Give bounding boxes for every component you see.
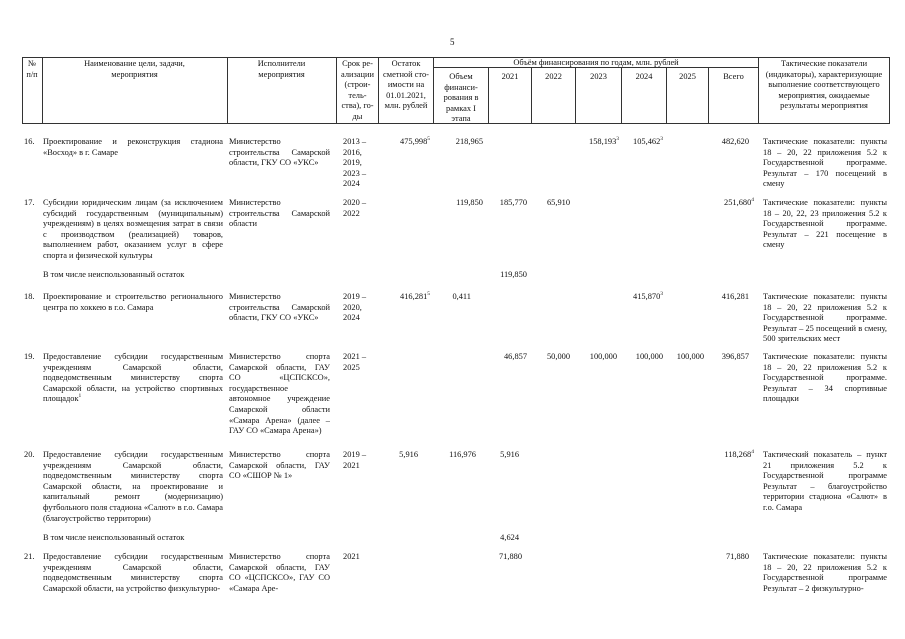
row-total: 118,268$^4$ — [724, 449, 754, 459]
row-term: 2021 — [343, 552, 360, 561]
header-executors: Исполнители мероприятия — [257, 59, 306, 79]
page-number: 5 — [450, 37, 455, 47]
row-executors: Министерство спорта Самарской области, ГАУ СО «ЦСПСКСО», ГАУ СО «Самара Аре- — [229, 552, 330, 593]
row-y2021: 46,857 — [503, 352, 527, 361]
header-year-2022: 2022 — [545, 72, 562, 81]
row-executors: Министерство строительства Самарской области, ГКУ СО «УКС» — [229, 137, 330, 168]
row-y2025: 100,000 — [676, 352, 704, 361]
row-y2021: 71,880 — [498, 552, 522, 561]
row-total: 416,281 — [721, 292, 749, 301]
row-executors: Министерство спорта Самарской области, ГАУ СО «СШОР № 1» — [229, 450, 330, 481]
header-financing-group: Объём финансирования по годам, млн. рублей — [513, 58, 679, 67]
row-y2024: 100,000 — [635, 352, 663, 361]
subrow-y2021: 4,624 — [500, 533, 519, 542]
row-term: 2019 – 2021 — [343, 450, 367, 470]
row-y2024: 105,462$^3$ — [633, 136, 663, 146]
row-executors: Министерство строительства Самарской области — [229, 198, 330, 229]
header-year-2025: 2025 — [679, 72, 696, 81]
row-y2022: 50,000 — [546, 352, 570, 361]
row-total: 482,620 — [721, 137, 749, 146]
row-indicators: Тактические показатели: пункты 18 – 20, 22 приложения 5.2 к Государственной программе. Результат – 34 спортивные площадки — [763, 352, 887, 404]
row-y2023: 100,000 — [589, 352, 617, 361]
row-term: 2019 – 2020, 2024 — [343, 292, 367, 323]
row-term: 2020 – 2022 — [343, 198, 367, 218]
row-stage-financing: 0,411 — [452, 292, 471, 301]
row-total: 396,857 — [721, 352, 749, 361]
row-total: 71,880 — [725, 552, 749, 561]
header-total: Всего — [723, 72, 744, 81]
row-indicators: Тактические показатели: пункты 18 – 20, 22 приложения 5.2 к Государственной программе Результат – 2 физкультурно- — [763, 552, 887, 593]
subrow-label: В том числе неиспользованный остаток — [43, 270, 185, 279]
row-remaining-cost: 416,281$^5$ — [400, 291, 430, 301]
header-num: № п/п — [26, 59, 38, 79]
subrow-y2021: 119,850 — [500, 270, 527, 279]
row-name: Предоставление субсидии государственным учреждениям Самарской области, подведомственным министерству спорта Самарской области, на проектирование и капитальный ремонт (модернизацию) футбольного поля стадиона «Салют» в г.о. Самара (благоустройство территории) — [43, 450, 223, 523]
row-y2022: 65,910 — [546, 198, 570, 207]
row-name: Предоставление субсидии государственным учреждениям Самарской области, подведомственным министерству спорта Самарской области, на устройство спортивных площадок$^1$ — [43, 352, 223, 404]
row-indicators: Тактические показатели: пункты 18 – 20, 22 приложения 5.2 к Государственной программе. Результат – 25 посещений в смену, 500 зрительских мест — [763, 292, 887, 344]
row-indicators: Тактические показатели: пункты 18 – 20, 22 приложения 5.2 к Государственной программе. Результат – 170 посещений в смену — [763, 137, 887, 189]
col-border — [758, 57, 759, 123]
row-y2024: 415,870$^3$ — [633, 291, 663, 301]
row-y2023: 158,193$^3$ — [589, 136, 619, 146]
row-stage-financing: 119,850 — [456, 198, 483, 207]
row-stage-financing: 218,965 — [455, 137, 483, 146]
row-y2021: 185,770 — [499, 198, 527, 207]
header-name: Наименование цели, задачи, мероприятия — [84, 59, 185, 79]
col-border — [889, 57, 890, 123]
row-indicators: Тактический показатель – пункт 21 приложения 5.2 к Государственной программе Результат – благоустройство территории стадиона «Салют» в г.о. Самара — [763, 450, 887, 512]
row-number: 20. — [24, 450, 35, 459]
row-total: 251,680$^4$ — [724, 197, 754, 207]
header-year-2023: 2023 — [590, 72, 607, 81]
header-stage-financing: Объем финанси- рования в рамках I этапа — [443, 72, 479, 124]
row-y2021: 5,916 — [500, 450, 519, 459]
header-year-2021: 2021 — [501, 72, 519, 81]
header-term: Срок ре- ализации (строи- тель- ства), го- ды — [341, 59, 374, 121]
row-name: Проектирование и реконструкция стадиона «Восход» в г. Самаре — [43, 137, 223, 157]
row-number: 18. — [24, 292, 35, 301]
row-number: 17. — [24, 198, 35, 207]
subrow-label: В том числе неиспользованный остаток — [43, 533, 185, 542]
row-number: 19. — [24, 352, 35, 361]
row-stage-financing: 116,976 — [449, 450, 476, 459]
row-executors: Министерство спорта Самарской области, ГАУ СО «ЦСПСКСО», государственное автономное учреждение Самарской области «Самара Арена» (далее – ГАУ СО «Самара Арена») — [229, 352, 330, 436]
header-indicators: Тактические показатели (индикаторы), характеризующие выполнение соответствующего мероприятия, ожидаемые результаты мероприятия — [765, 59, 883, 111]
row-remaining-cost: 5,916 — [399, 450, 418, 459]
row-number: 16. — [24, 137, 35, 146]
row-number: 21. — [24, 552, 35, 561]
row-indicators: Тактические показатели: пункты 18 – 20, 22, 23 приложения 5.2 к Государственной программе. Результат – 221 посещение в смену — [763, 198, 887, 250]
header-remaining-cost: Остаток сметной сто- имости на 01.01.2021, млн. рублей — [383, 59, 429, 111]
row-name: Субсидии юридическим лицам (за исключением субсидий государственным (муниципальным) учреждениям) в целях возмещения затрат в связи с производством (реализацией) товаров, выполнением работ, оказанием услуг в сфере спорта и физической культуры — [43, 198, 223, 260]
row-term: 2013 – 2016, 2019, 2023 – 2024 — [343, 137, 367, 189]
row-remaining-cost: 475,998$^5$ — [400, 136, 430, 146]
row-executors: Министерство строительства Самарской области, ГКУ СО «УКС» — [229, 292, 330, 323]
header-year-2024: 2024 — [635, 72, 653, 81]
row-name: Проектирование и строительство регионального центра по хоккею в г.о. Самара — [43, 292, 223, 312]
col-border — [42, 57, 43, 123]
row-name: Предоставление субсидии государственным учреждениям Самарской области, подведомственным министерству спорта Самарской области, на устройство физкультурно- — [43, 552, 223, 593]
row-term: 2021 – 2025 — [343, 352, 367, 372]
